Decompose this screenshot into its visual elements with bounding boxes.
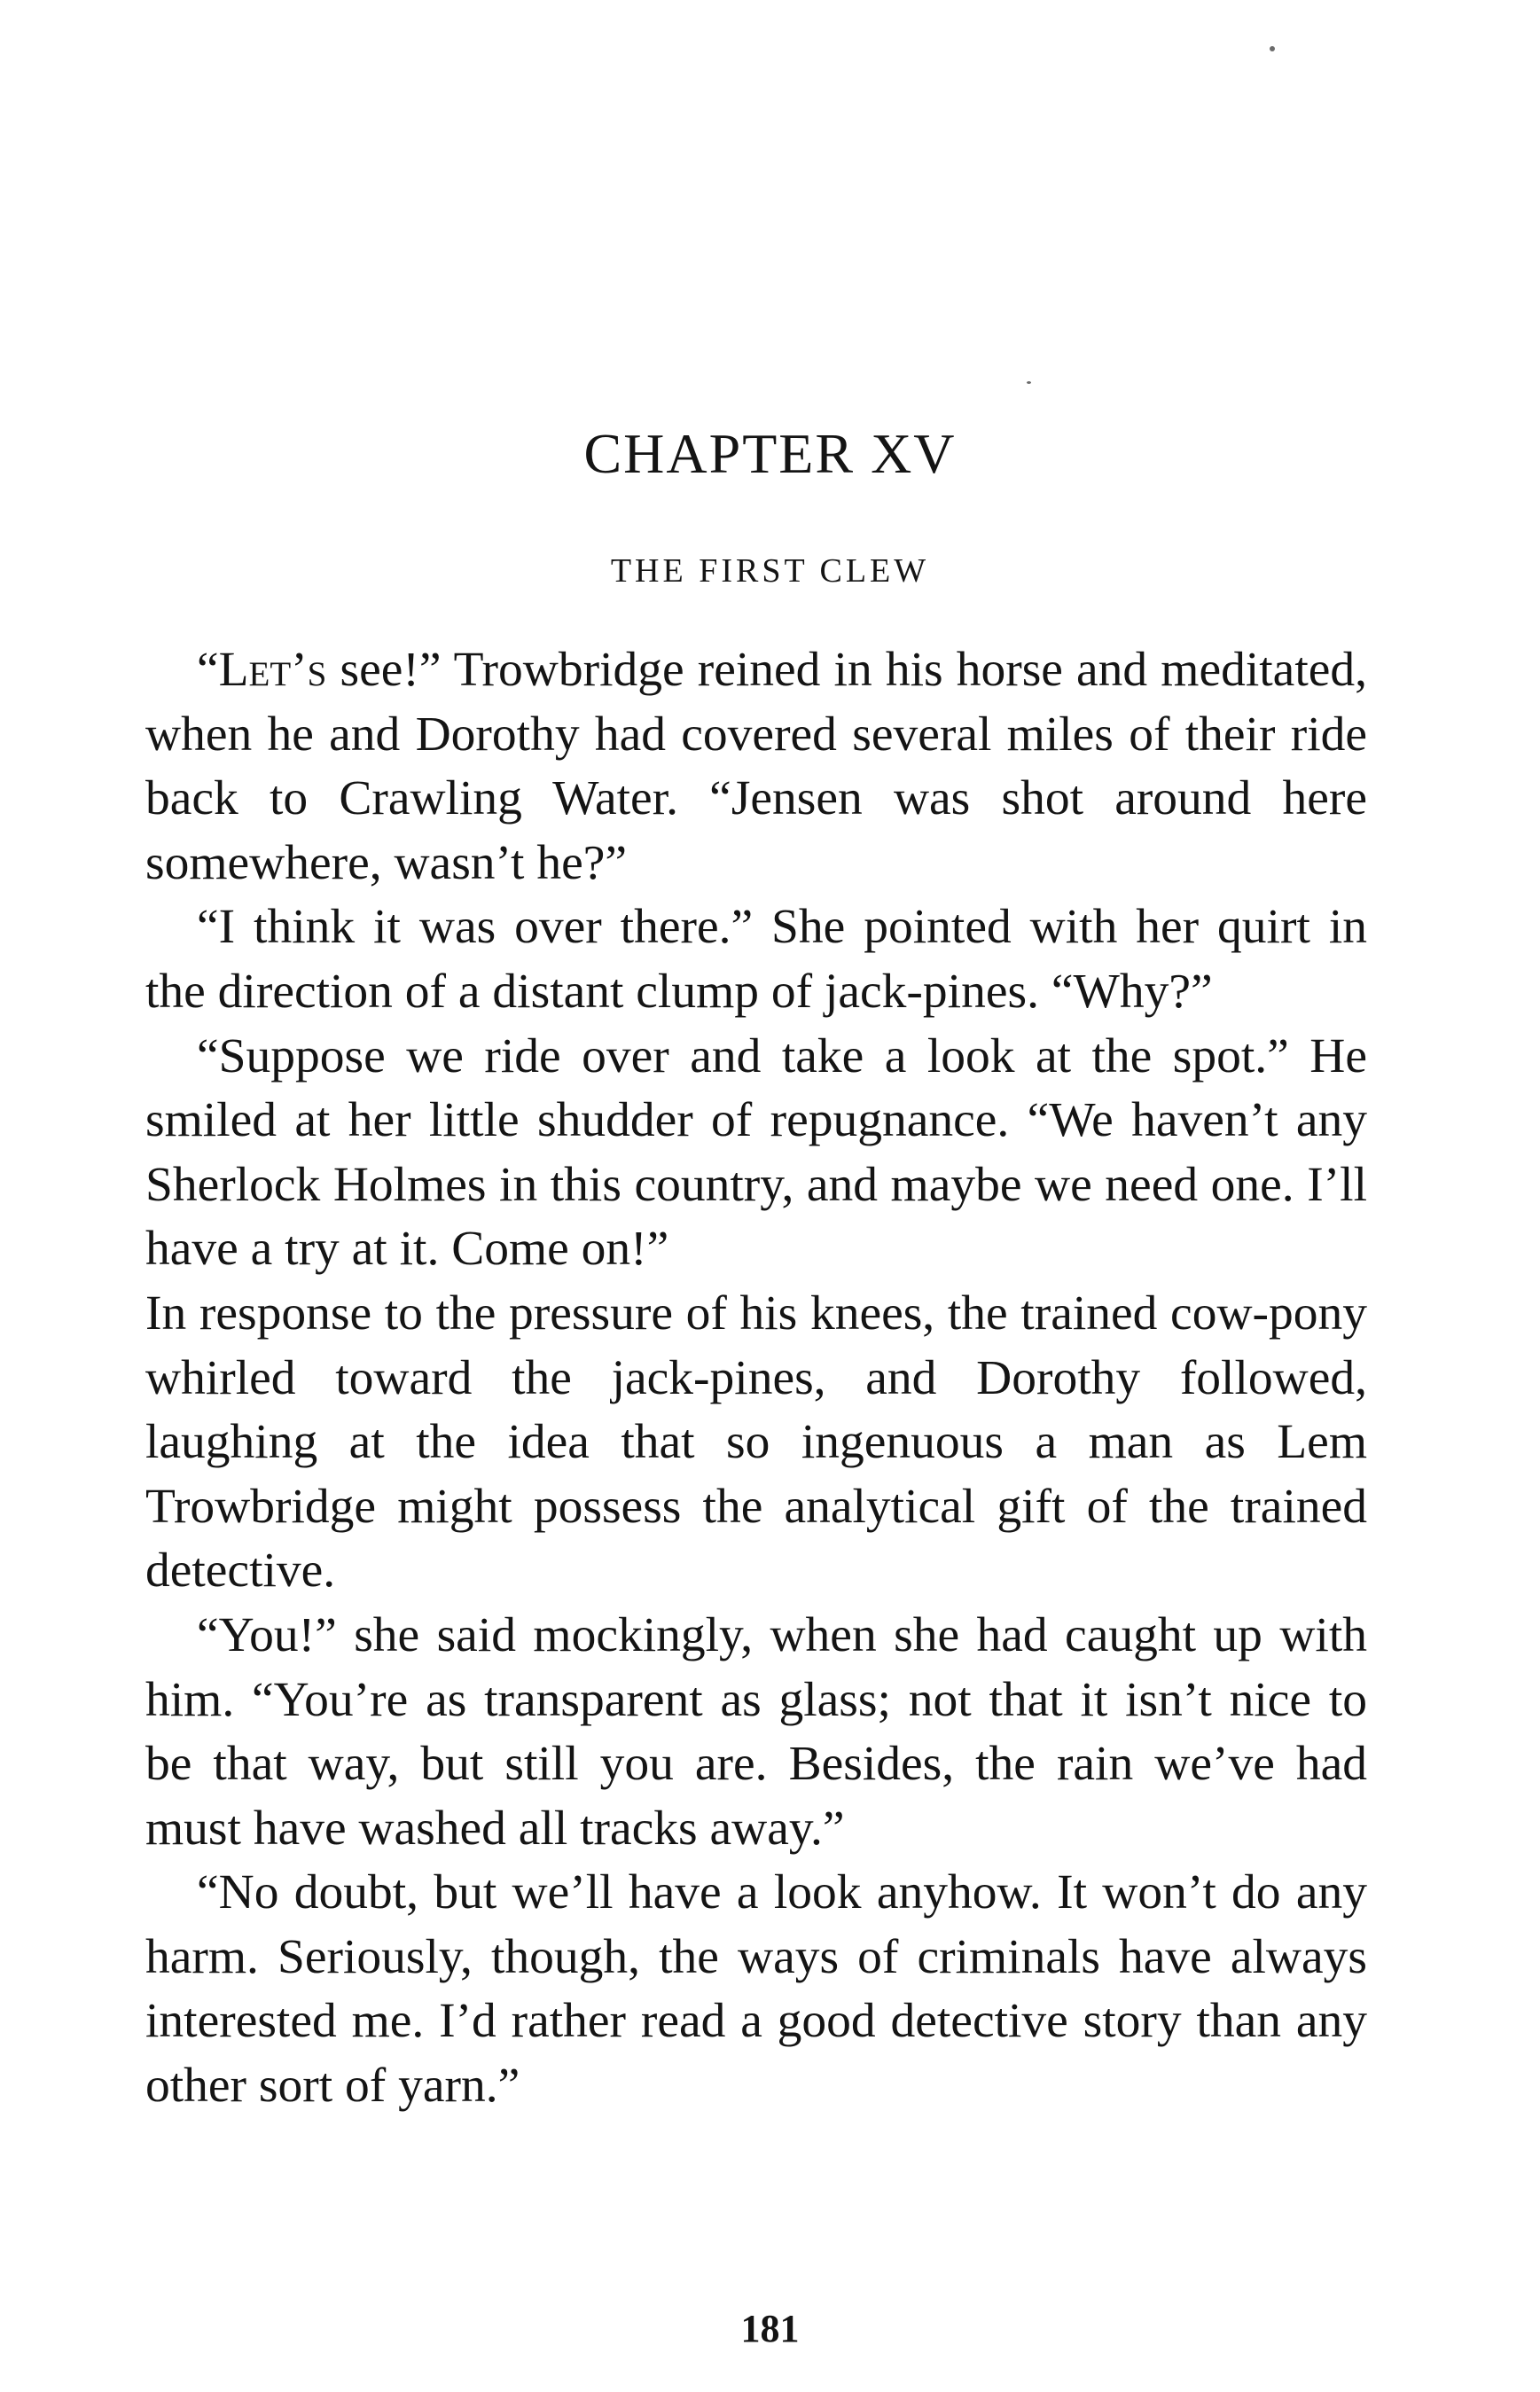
paragraph-text: “No doubt, but we’ll have a look anyhow. It won’t do any harm. Seriously, though, the ways of criminals have always interested me. I’d rather read a good detective story than any other sort of yarn.”	[145, 1865, 1367, 2114]
paragraph-text: “You!” she said mockingly, when she had caught up with him. “You’re as transparent as glass; not that it isn’t nice to be that way, but still you are. Besides, the rain we’ve had must have washed all tracks away.”	[145, 1607, 1367, 1856]
paragraph-3	[145, 1025, 1367, 1282]
print-speck	[1270, 46, 1275, 51]
print-speck	[1027, 381, 1031, 384]
chapter-title: CHAPTER XV	[583, 422, 957, 485]
paragraph-text: “I think it was over there.” She pointed with her quirt in the direction of a distant clump of jack-pines. “Why?”	[145, 900, 1367, 1019]
paragraph-text: In response to the pressure of his knees, the trained cow-pony whirled toward the jack-pines, and Dorothy followed, laughing at the idea that so ingenuous a man as Lem Trowbridge might possess the analytical gift of the trained detective.	[145, 1286, 1367, 1599]
page-number: 181	[740, 2307, 800, 2350]
paragraph-1	[145, 638, 1367, 895]
opening-words: “Let’s	[197, 643, 327, 697]
chapter-subtitle: THE FIRST CLEW	[610, 552, 930, 590]
paragraph-4	[145, 1282, 1367, 1604]
chapter-body	[145, 638, 1367, 2119]
paragraph-5	[145, 1604, 1367, 1861]
paragraph-text: “Suppose we ride over and take a look at the spot.” He smiled at her little shudder of repugnance. “We haven’t any Sherlock Holmes in this country, and maybe we need one. I’ll have a try at it. Come on!”	[145, 1028, 1367, 1277]
paragraph-text: see!” Trowbridge reined in his horse and meditated, when he and Dorothy had covered several miles of their ride back to Crawling Water. “Jensen was shot around here somewhere, wasn’t he?”	[145, 643, 1367, 890]
paragraph-2	[145, 895, 1367, 1024]
paragraph-6	[145, 1861, 1367, 2118]
